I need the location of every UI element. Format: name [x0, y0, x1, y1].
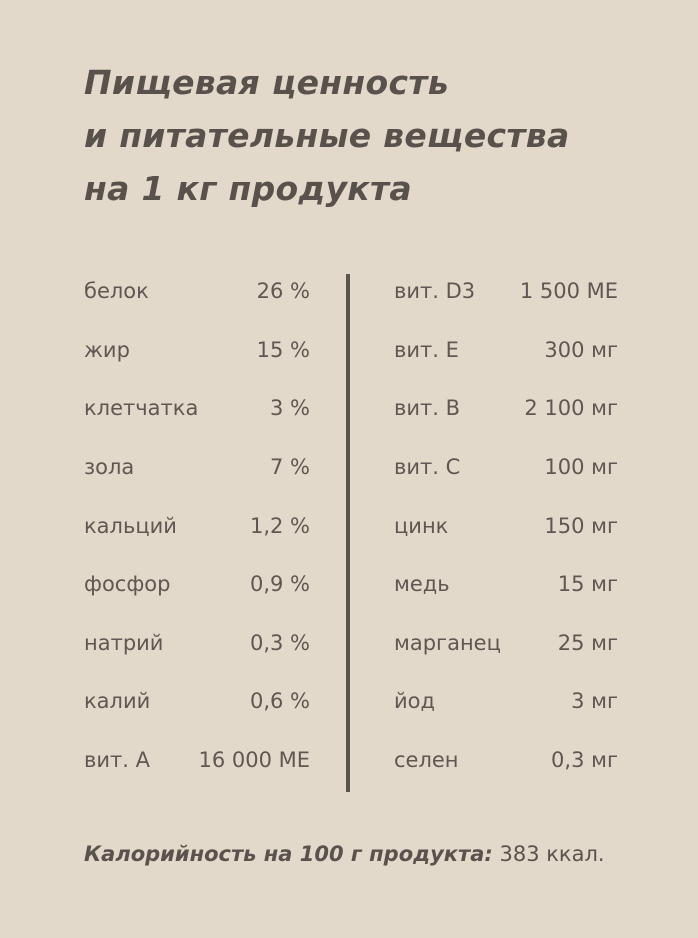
calorie-value: 383 ккал. [492, 842, 605, 866]
nutrient-row [84, 262, 310, 321]
nutrient-name: натрий [84, 630, 164, 655]
nutrient-row [394, 438, 618, 497]
nutrient-value: 100 мг [544, 455, 618, 480]
nutrient-name: вит. D3 [394, 279, 476, 304]
nutrient-name: калий [84, 689, 151, 714]
nutrient-row [84, 614, 310, 673]
nutrient-value: 2 100 мг [524, 396, 618, 421]
nutrient-value: 3 мг [571, 689, 618, 714]
nutrient-row [394, 321, 618, 380]
nutrient-name: жир [84, 337, 130, 362]
calorie-info [84, 842, 684, 866]
nutrient-row [84, 731, 310, 790]
nutrient-name: медь [394, 572, 450, 597]
nutrient-row [84, 438, 310, 497]
calorie-label: Калорийность на 100 г продукта: [84, 842, 493, 866]
nutrient-row [394, 614, 618, 673]
nutrient-value: 0,3 % [249, 630, 310, 655]
nutrient-name: кальций [84, 513, 177, 538]
title-line-2: и питательные вещества [84, 116, 570, 155]
nutrient-name: селен [394, 748, 459, 773]
page-title [84, 56, 684, 215]
nutrient-name: вит. Е [394, 337, 459, 362]
nutrient-value: 1 500 МЕ [519, 279, 618, 304]
nutrient-value: 300 мг [544, 337, 618, 362]
nutrient-name: марганец [394, 630, 501, 655]
nutrients-right-column [394, 262, 618, 789]
nutrient-row [84, 496, 310, 555]
nutrient-name: йод [394, 689, 436, 714]
nutrient-value: 0,6 % [249, 689, 310, 714]
nutrient-value: 150 мг [544, 513, 618, 538]
nutrient-row [84, 672, 310, 731]
nutrient-row [394, 672, 618, 731]
nutrient-value: 25 мг [557, 630, 618, 655]
nutrient-name: фосфор [84, 572, 171, 597]
nutrient-value: 26 % [256, 279, 310, 304]
nutrient-name: клетчатка [84, 396, 199, 421]
nutrient-row [394, 731, 618, 790]
nutrient-value: 0,9 % [249, 572, 310, 597]
nutrient-row [394, 262, 618, 321]
title-line-3: на 1 кг продукта [84, 169, 412, 208]
nutrient-row [394, 555, 618, 614]
nutrient-row [394, 496, 618, 555]
nutrients-left-column [84, 262, 310, 789]
nutrient-value: 0,3 мг [551, 748, 618, 773]
nutrient-value: 7 % [270, 455, 310, 480]
nutrient-row [84, 379, 310, 438]
nutrient-value: 15 мг [557, 572, 618, 597]
nutrient-row [394, 379, 618, 438]
nutrient-name: зола [84, 455, 135, 480]
nutrient-value: 3 % [270, 396, 310, 421]
nutrient-value: 1,2 % [249, 513, 310, 538]
nutrient-name: цинк [394, 513, 449, 538]
nutrient-name: белок [84, 279, 149, 304]
nutrient-value: 15 % [256, 337, 310, 362]
nutrient-row [84, 555, 310, 614]
nutrient-name: вит. С [394, 455, 461, 480]
nutrient-name: вит. В [394, 396, 461, 421]
nutrient-row [84, 321, 310, 380]
nutrient-name: вит. А [84, 748, 150, 773]
title-line-1: Пищевая ценность [84, 63, 449, 102]
column-divider [346, 274, 350, 792]
nutrient-value: 16 000 МЕ [198, 748, 310, 773]
